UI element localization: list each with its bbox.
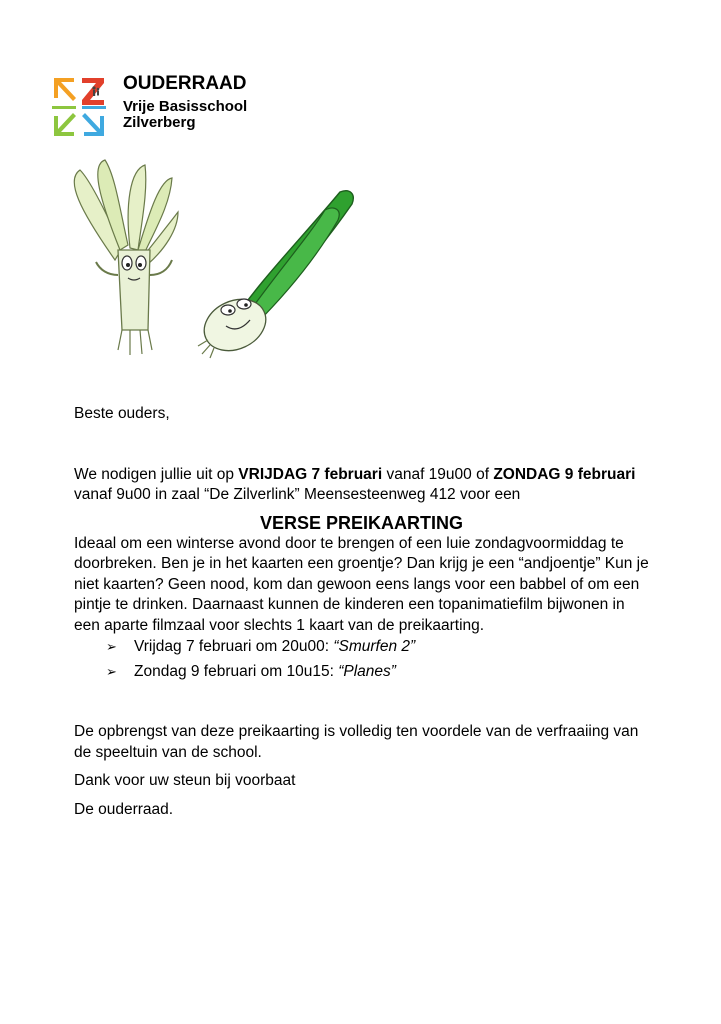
intro-text-2: vanaf 19u00 of (382, 465, 494, 483)
intro-text-1: We nodigen jullie uit op (74, 465, 239, 483)
org-header (123, 74, 247, 132)
invitation-paragraph (74, 465, 649, 506)
description-paragraph: Ideaal om een winterse avond door te brengen of een luie zondagvoormiddag te doorbreken. Ben je in het kaarten een groentje? Dan krijg je een “andjoentje” Kun je niet kaarten? Geen nood, kom dan gewoon eens langs voor een babbel of om een pintje te drinken. Daarnaast kunnen de kinderen een topanimatiefilm bijwonen in een aparte filmzaal voor slechts 1 kaart van de preikaarting. (74, 534, 649, 634)
date-friday: VRIJDAG 7 februari (238, 465, 383, 483)
screening-when: Zondag 9 februari om 10u15: (134, 663, 339, 680)
date-sunday: ZONDAG 9 februari (493, 465, 636, 483)
screening-film: “Planes” (338, 663, 396, 680)
letter-body (74, 404, 649, 820)
school-name-line2: Zilverberg (123, 114, 196, 132)
arrow-bullet-icon: ➢ (106, 664, 117, 679)
proceeds-paragraph: De opbrengst van deze preikaarting is volledig ten voordele van de verfraaiing van de speeltuin van de school. (74, 723, 639, 761)
intro-text-3: vanaf 9u00 in zaal “De Zilverlink” Meensesteenweg 412 voor een (74, 486, 521, 503)
school-name-line1: Vrije Basisschool (123, 97, 248, 115)
event-heading: VERSE PREIKAARTING (259, 512, 464, 533)
leek-character-right-icon (196, 191, 353, 361)
leek-characters-illustration (60, 150, 380, 375)
greeting: Beste ouders, (74, 405, 170, 422)
list-item (106, 661, 649, 682)
screenings-list (74, 636, 649, 682)
arrow-bullet-icon: ➢ (106, 639, 117, 654)
thanks-line: Dank voor uw steun bij voorbaat (74, 772, 296, 789)
signature: De ouderraad. (74, 800, 174, 818)
screening-when: Vrijdag 7 februari om 20u00: (134, 638, 334, 655)
leek-character-left-icon (74, 160, 178, 355)
org-title: OUDERRAAD (123, 73, 247, 94)
screening-film: “Smurfen 2” (333, 638, 416, 655)
school-logo-icon (50, 74, 108, 140)
list-item (106, 636, 649, 657)
